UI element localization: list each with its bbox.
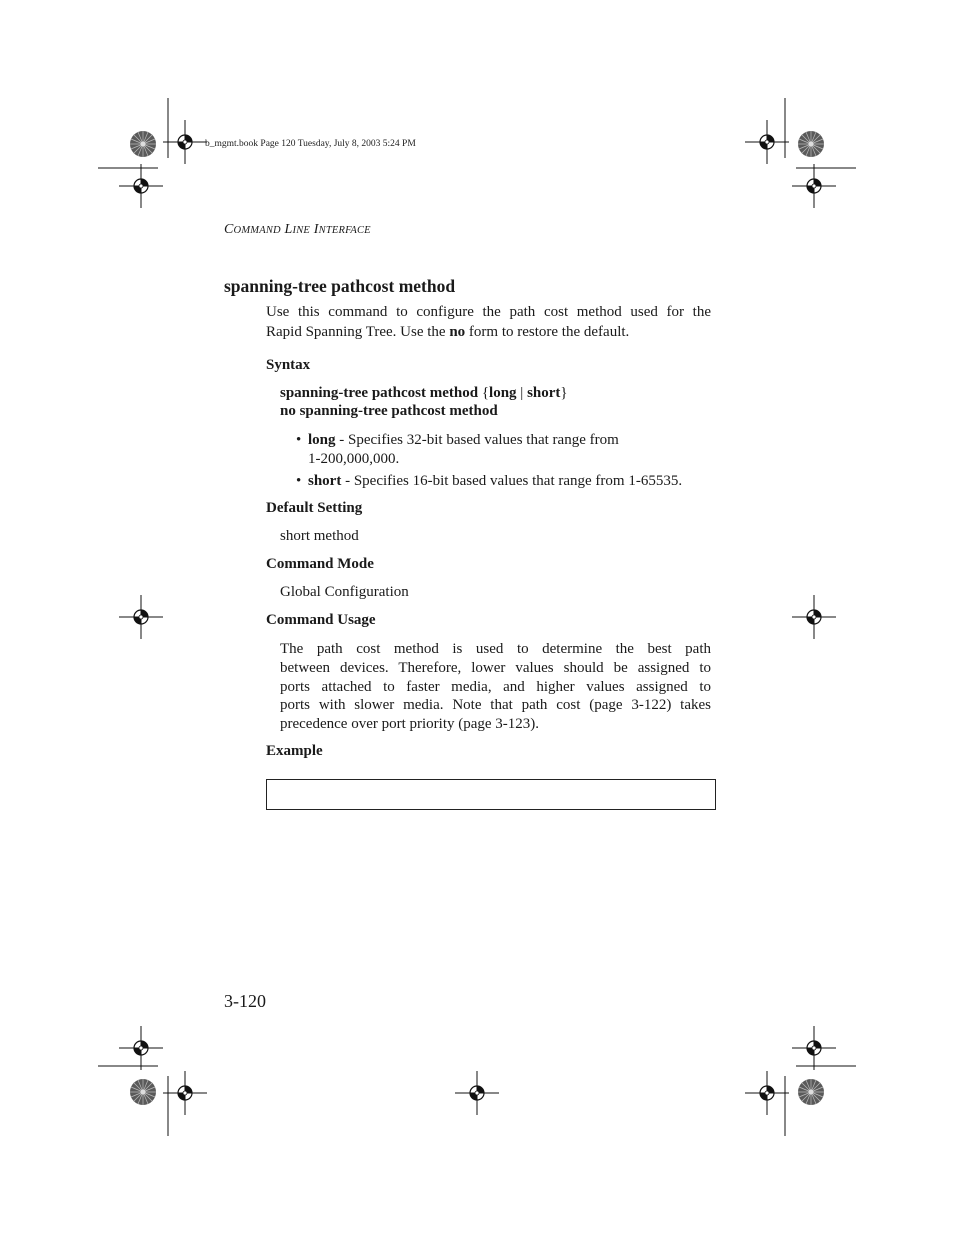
example-box: [266, 779, 716, 810]
usage-line: ports attached to faster media, and higher values assigned to: [280, 678, 711, 695]
command-usage-heading: Command Usage: [266, 612, 376, 628]
syntax-heading: Syntax: [266, 357, 311, 373]
usage-line: The path cost method is used to determine the best path: [280, 641, 711, 657]
default-setting-value: short method: [280, 528, 359, 544]
default-setting-heading: Default Setting: [266, 500, 363, 516]
intro-line-2: Rapid Spanning Tree. Use the no form to restore the default.: [266, 324, 630, 340]
usage-line: precedence over port priority (page 3-123).: [280, 716, 540, 733]
command-title: spanning-tree pathcost method: [224, 276, 456, 296]
no-keyword: no: [449, 324, 466, 340]
page-number: 3-120: [224, 991, 266, 1011]
syntax-line-2: no spanning-tree pathcost method: [280, 403, 498, 419]
command-mode-value: Global Configuration: [280, 584, 409, 600]
print-header: b_mgmt.book Page 120 Tuesday, July 8, 2003 5:24 PM: [205, 139, 416, 149]
command-mode-heading: Command Mode: [266, 556, 374, 572]
usage-line: ports with slower media. Note that path cost (page 3-122) takes: [280, 697, 711, 714]
intro-paragraph: [266, 302, 716, 342]
command-usage-text: [280, 640, 711, 734]
option-short: • short - Specifies 16-bit based values that range from 1-65535.: [296, 473, 683, 489]
syntax-line-1: spanning-tree pathcost method {long | short}: [280, 385, 568, 401]
intro-line-1: Use this command to configure the path cost method used for the: [266, 304, 711, 320]
usage-line: between devices. Therefore, lower values should be assigned to: [280, 659, 711, 676]
running-head: COMMAND LINE INTERFACE: [224, 222, 371, 237]
example-heading: Example: [266, 743, 323, 759]
option-long: • long - Specifies 32-bit based values that range from 1-200,000,000.: [296, 432, 619, 467]
